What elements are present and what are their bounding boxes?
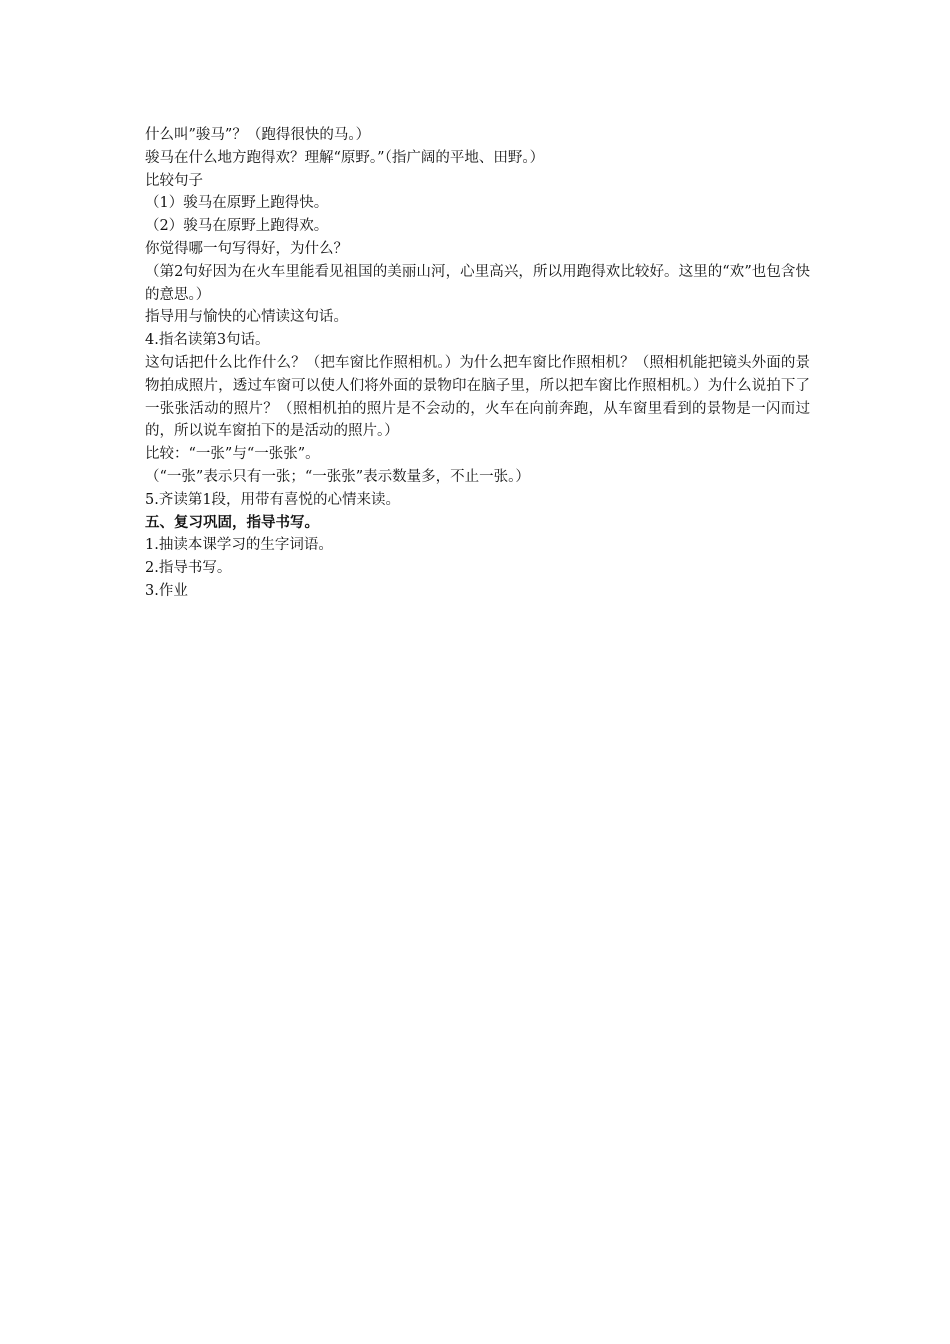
paragraph-compare-label: 比较句子 bbox=[145, 172, 203, 189]
paragraph-answer-explanation: （第2句好因为在火车里能看见祖国的美丽山河，心里高兴，所以用跑得欢比较好。这里的“欢”也包含快的意思。） bbox=[145, 263, 810, 303]
paragraph-sentence-1: （1）骏马在原野上跑得快。 bbox=[145, 195, 329, 212]
paragraph-step-5: 5.齐读第1段，用带有喜悦的心情来读。 bbox=[145, 491, 401, 508]
paragraph-review-1: 1.抽读本课学习的生字词语。 bbox=[145, 537, 333, 554]
paragraph-reading-guidance: 指导用与愉快的心情读这句话。 bbox=[145, 309, 348, 326]
paragraph-review-3: 3.作业 bbox=[145, 582, 188, 599]
paragraph-zhang-explanation: （“一张”表示只有一张；“一张张”表示数量多，不止一张。） bbox=[145, 468, 530, 485]
paragraph-sentence-2: （2）骏马在原野上跑得欢。 bbox=[145, 218, 329, 235]
section-heading-review: 五、复习巩固，指导书写。 bbox=[145, 513, 319, 531]
paragraph-compare-zhang: 比较：“一张”与“一张张”。 bbox=[145, 446, 320, 463]
paragraph-which-better: 你觉得哪一句写得好，为什么？ bbox=[145, 240, 348, 257]
paragraph-junma-question: 什么叫”骏马”？（跑得很快的马。） bbox=[145, 127, 371, 143]
paragraph-camera-metaphor: 这句话把什么比作什么？（把车窗比作照相机。）为什么把车窗比作照相机？（照相机能把镜头外面的景物拍成照片，透过车窗可以使人们将外面的景物印在脑子里，所以把车窗比作照相机。）为什么说拍下了一张张活动的照片？（照相机拍的照片是不会动的，火车在向前奔跑，从车窗里看到的景物是一闪而过的，所以说车窗拍下的是活动的照片。） bbox=[145, 354, 810, 440]
document-page bbox=[145, 124, 810, 603]
paragraph-review-2: 2.指导书写。 bbox=[145, 560, 232, 577]
paragraph-yuanye-question: 骏马在什么地方跑得欢？理解“原野。”（指广阔的平地、田野。） bbox=[145, 149, 545, 166]
paragraph-step-4: 4.指名读第3句话。 bbox=[145, 332, 270, 349]
